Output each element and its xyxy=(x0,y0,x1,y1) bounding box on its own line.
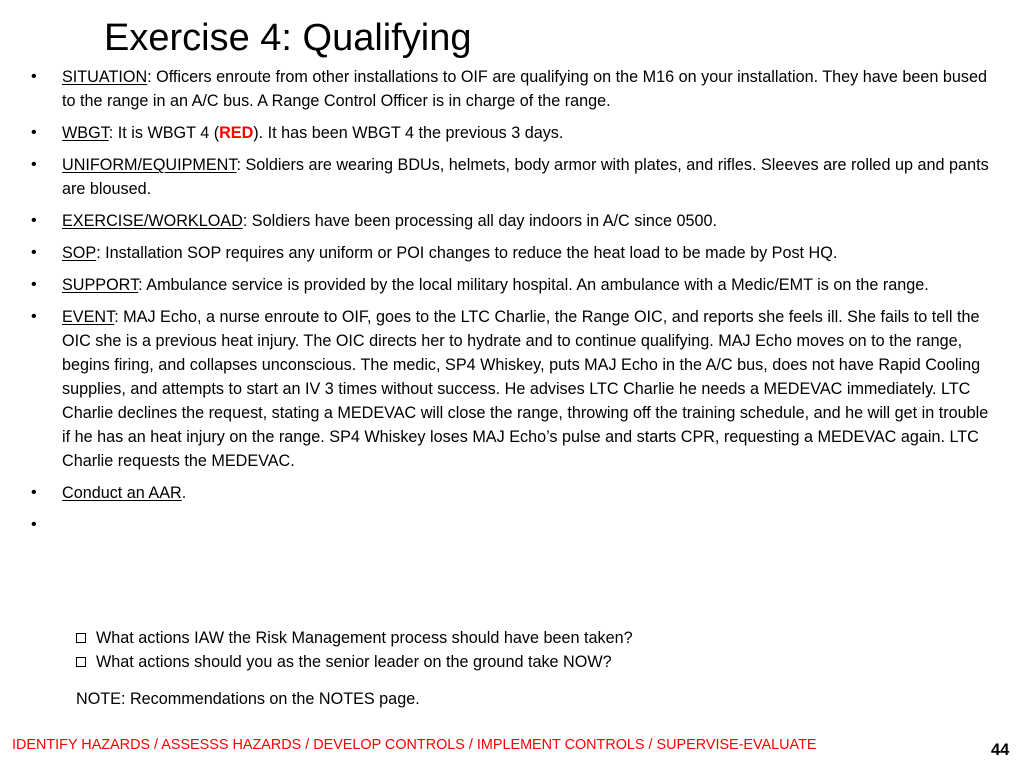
bullet-wbgt xyxy=(30,121,995,145)
question-list xyxy=(76,626,633,674)
bullet-uniform-equipment xyxy=(30,153,995,201)
bullet-text: ). It has been WBGT 4 the previous 3 days. xyxy=(253,124,564,142)
bullet-list xyxy=(30,65,995,545)
bullet-label: EXERCISE/WORKLOAD xyxy=(62,212,243,230)
bullet-situation xyxy=(30,65,995,113)
question-item xyxy=(76,626,633,650)
bullet-text: : MAJ Echo, a nurse enroute to OIF, goes to the LTC Charlie, the Range OIC, and reports she feels ill. She fails to tell the OIC she is a previous heat injury. The OIC directs her to hydrate and to continue qualifying. MAJ Echo moves on to the range, begins firing, and collapses unconscious. The medic, SP4 Whiskey, puts MAJ Echo in the A/C bus, does not have Rapid Cooling supplies, and attempts to start an IV 3 times without success. He advises LTC Charlie he needs a MEDEVAC immediately. LTC Charlie declines the request, stating a MEDEVAC will close the range, throwing off the training schedule, and he will get in trouble if he has an heat injury on the range. SP4 Whiskey loses MAJ Echo’s pulse and starts CPR, requesting a MEDEVAC again. LTC Charlie requests the MEDEVAC. xyxy=(62,308,989,470)
checkbox-square-icon xyxy=(76,633,86,643)
bullet-event xyxy=(30,305,995,473)
footer-process-steps: IDENTIFY HAZARDS / ASSESSS HAZARDS / DEVELOP CONTROLS / IMPLEMENT CONTROLS / SUPERVISE-EVALUATE xyxy=(12,737,817,753)
bullet-text: : Ambulance service is provided by the local military hospital. An ambulance with a Medic/EMT is on the range. xyxy=(138,276,929,294)
bullet-label: UNIFORM/EQUIPMENT xyxy=(62,156,237,174)
bullet-label: SOP xyxy=(62,244,97,262)
bullet-label: WBGT xyxy=(62,124,109,142)
bullet-text: . xyxy=(181,484,187,502)
bullet-text: : Officers enroute from other installations to OIF are qualifying on the M16 on your installation. They have been bused to the range in an A/C bus. A Range Control Officer is in charge of the range. xyxy=(62,68,987,110)
bullet-sop xyxy=(30,241,995,265)
bullet-label: SUPPORT xyxy=(62,276,139,294)
checkbox-square-icon xyxy=(76,657,86,667)
question-text: What actions IAW the Risk Management process should have been taken? xyxy=(96,629,633,647)
slide-title: Exercise 4: Qualifying xyxy=(104,17,472,59)
question-text: What actions should you as the senior leader on the ground take NOW? xyxy=(96,653,612,671)
bullet-text: : It is WBGT 4 ( xyxy=(108,124,220,142)
bullet-label: Conduct an AAR xyxy=(62,484,182,502)
bullet-conduct-aar xyxy=(30,481,995,505)
bullet-text: : Installation SOP requires any uniform or POI changes to reduce the heat load to be made by Post HQ. xyxy=(96,244,838,262)
question-item xyxy=(76,650,633,674)
bullet-support xyxy=(30,273,995,297)
bullet-exercise-workload xyxy=(30,209,995,233)
page-number: 44 xyxy=(991,741,1010,759)
note-text: NOTE: Recommendations on the NOTES page. xyxy=(76,690,420,708)
wbgt-red-flag: RED xyxy=(219,124,254,142)
bullet-label: EVENT xyxy=(62,308,115,326)
bullet-text: : Soldiers are wearing BDUs, helmets, body armor with plates, and rifles. Sleeves are rolled up and pants are bloused. xyxy=(62,156,989,198)
bullet-empty xyxy=(30,513,995,537)
bullet-label: SITUATION xyxy=(62,68,148,86)
bullet-text: : Soldiers have been processing all day indoors in A/C since 0500. xyxy=(242,212,718,230)
